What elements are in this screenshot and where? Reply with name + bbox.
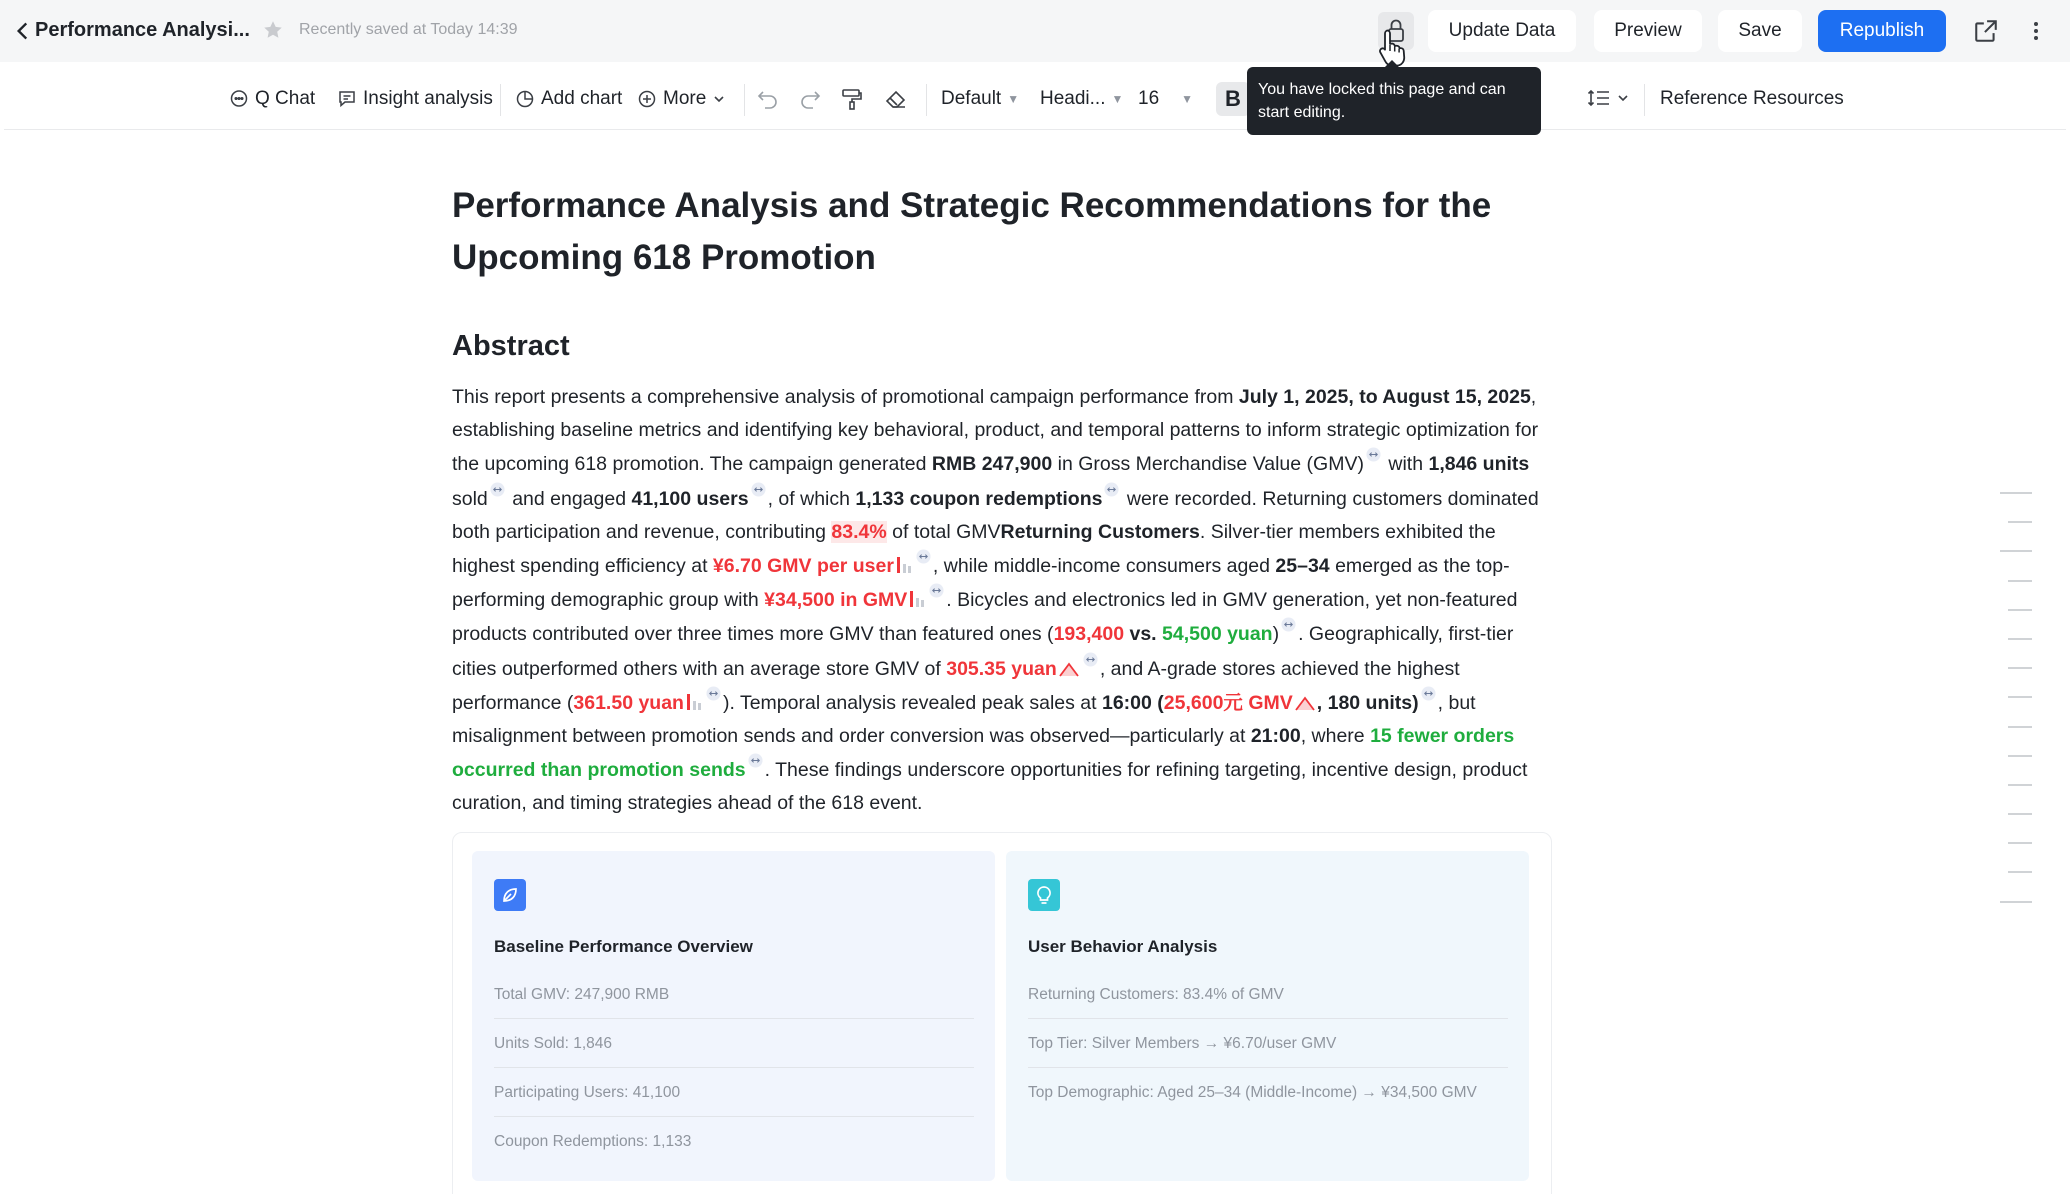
abstract-bold: July 1, 2025, to August 15, 2025: [1238, 386, 1531, 408]
source-link-icon[interactable]: [929, 583, 944, 598]
abstract-text: , while middle-income consumers aged: [932, 555, 1276, 578]
more-button[interactable]: [637, 88, 726, 110]
outline-mark[interactable]: [2008, 755, 2032, 757]
outline-mark[interactable]: [2008, 696, 2032, 698]
outline-mark[interactable]: [2008, 784, 2032, 786]
toolbar-divider: [926, 84, 927, 116]
outline-mark[interactable]: [2008, 609, 2032, 611]
font-size-value: 16: [1138, 88, 1160, 109]
undo-icon: [756, 88, 780, 110]
outline-mark[interactable]: [2008, 580, 2032, 582]
source-link-icon[interactable]: [706, 686, 721, 701]
source-link-icon[interactable]: [916, 549, 931, 564]
back-chevron-icon[interactable]: [10, 18, 36, 44]
abstract-text: , of which: [767, 487, 856, 510]
card-row: Top Tier: Silver Members → ¥6.70/user GMV: [1028, 1019, 1508, 1068]
highlight-metric: 361.50 yuan: [573, 691, 684, 714]
outline-mark[interactable]: [2008, 813, 2032, 815]
abstract-text: ): [1272, 623, 1280, 646]
abstract-bold: 1,846 units: [1428, 453, 1530, 476]
save-button[interactable]: Save: [1718, 10, 1802, 52]
abstract-text: . Silver-tier members exhibited the highest spending efficiency at: [452, 520, 1496, 578]
card-row: Total GMV: 247,900 RMB: [494, 970, 974, 1019]
user-behavior-card[interactable]: [1006, 851, 1529, 1181]
highlight-metric: 193,400: [1053, 623, 1125, 646]
plus-circle-icon: [637, 89, 657, 109]
outline-mark[interactable]: [2008, 726, 2032, 728]
outline-mark[interactable]: [2008, 667, 2032, 669]
redo-icon: [798, 88, 822, 110]
mini-bar-chart-icon: [896, 556, 912, 574]
abstract-text: . Geographically, first-tier cities outperformed others with an average store GMV of: [452, 623, 1514, 680]
toolbar-divider: [1644, 84, 1645, 116]
card-row: Units Sold: 1,846: [494, 1019, 974, 1068]
source-link-icon[interactable]: [1366, 447, 1381, 462]
preview-button[interactable]: Preview: [1594, 10, 1702, 52]
mini-trend-up-icon: [1295, 695, 1315, 711]
highlight-metric: 305.35 yuan: [946, 657, 1057, 680]
top-bar: [0, 0, 2070, 62]
abstract-bold: 21:00: [1250, 725, 1301, 748]
highlight-metric: ¥34,500 in GMV: [764, 589, 908, 612]
card-rows: [1028, 970, 1508, 1117]
more-label: More: [663, 88, 707, 109]
clear-format-button[interactable]: [884, 88, 908, 110]
outline-mark[interactable]: [2000, 550, 2032, 552]
star-icon[interactable]: [262, 19, 284, 41]
lightbulb-icon: [1028, 879, 1060, 911]
style-select[interactable]: [941, 88, 1019, 110]
outline-mark[interactable]: [2008, 638, 2032, 640]
abstract-bold: , 180 units): [1316, 691, 1419, 714]
card-title: Baseline Performance Overview: [494, 937, 753, 956]
abstract-text: . Bicycles and electronics led in GMV generation, yet non-featured products contributed over three times more GMV than featured ones (: [452, 589, 1518, 646]
insight-analysis-label: Insight analysis: [363, 88, 493, 109]
font-size-select[interactable]: [1138, 88, 1193, 110]
abstract-text: sold: [452, 487, 488, 510]
card-rows: [494, 970, 974, 1166]
toolbar-divider: [744, 84, 745, 116]
outline-mark[interactable]: [2008, 871, 2032, 873]
abstract-text: ). Temporal analysis revealed peak sales at: [722, 691, 1102, 714]
abstract-bold: RMB 247,900: [931, 453, 1053, 476]
highlight-metric: ¥6.70 GMV per user: [712, 555, 894, 578]
source-link-icon[interactable]: [748, 753, 763, 768]
abstract-bold: 41,100 users: [631, 487, 749, 510]
q-chat-label: Q Chat: [255, 88, 316, 109]
mini-bar-chart-icon: [909, 590, 925, 608]
source-link-icon[interactable]: [1083, 652, 1098, 667]
bold-button[interactable]: B: [1216, 82, 1250, 116]
abstract-heading[interactable]: Abstract: [452, 330, 570, 362]
abstract-text: This report presents a comprehensive analysis of promotional campaign performance from: [452, 386, 1239, 408]
abstract-bold: vs.: [1124, 623, 1163, 646]
abstract-text: , establishing baseline metrics and identifying key behavioral, product, and temporal patterns to inform strategic optimization for the upcoming 618 promotion. The campaign generated: [452, 386, 1539, 476]
card-row: Top Demographic: Aged 25–34 (Middle-Income) → ¥34,500 GMV: [1028, 1084, 1477, 1101]
source-link-icon[interactable]: [1421, 686, 1436, 701]
reference-resources-button[interactable]: Reference Resources: [1660, 88, 1844, 109]
chat-icon: [229, 89, 249, 109]
baseline-performance-card[interactable]: [472, 851, 995, 1181]
mini-trend-up-icon: [1059, 661, 1079, 677]
abstract-text: of total GMV: [886, 520, 1001, 543]
abstract-text: were recorded. Returning customers dominated both participation and revenue, contributing: [452, 487, 1539, 543]
add-chart-button[interactable]: [515, 88, 622, 110]
abstract-bold: 16:00 (: [1101, 691, 1164, 714]
card-row: Returning Customers: 83.4% of GMV: [1028, 970, 1508, 1019]
republish-button[interactable]: Republish: [1818, 10, 1946, 52]
document-outline-scrollbar[interactable]: [2000, 492, 2032, 930]
source-link-icon[interactable]: [751, 482, 766, 497]
eraser-icon: [884, 88, 908, 110]
abstract-text: and engaged: [506, 487, 632, 510]
lock-tooltip: You have locked this page and can start editing.: [1247, 67, 1541, 135]
document-title[interactable]: Performance Analysi...: [35, 19, 250, 41]
insight-analysis-button[interactable]: [337, 88, 493, 110]
chevron-down-icon: [1617, 92, 1629, 104]
document-heading[interactable]: Performance Analysis and Strategic Recommendations for the Upcoming 618 Promotion: [452, 186, 1492, 277]
heading-select[interactable]: [1040, 88, 1123, 110]
card-row: Coupon Redemptions: 1,133: [494, 1133, 692, 1150]
source-link-icon[interactable]: [1104, 482, 1119, 497]
chevron-down-icon: ▼: [1111, 92, 1124, 106]
abstract-text: , where: [1300, 725, 1371, 748]
line-spacing-icon: [1587, 88, 1611, 108]
format-painter-button[interactable]: [840, 88, 864, 110]
toolbar-divider: [500, 84, 501, 116]
abstract-text: with: [1382, 453, 1429, 476]
format-painter-icon: [840, 88, 864, 110]
pie-chart-icon: [515, 89, 535, 109]
abstract-bold: Returning Customers: [1000, 520, 1200, 543]
q-chat-button[interactable]: [229, 88, 315, 110]
abstract-paragraph[interactable]: [452, 381, 1552, 821]
source-link-icon[interactable]: [490, 482, 505, 497]
abstract-text: , but misalignment between promotion sends and order conversion was observed—particularly at: [452, 691, 1476, 748]
chevron-down-icon: ▼: [1181, 92, 1194, 106]
document-body: [452, 180, 1552, 821]
highlight-metric-green: 54,500 yuan: [1162, 623, 1273, 646]
card-row: Participating Users: 41,100: [494, 1068, 974, 1117]
highlight-metric: 25,600元 GMV: [1163, 691, 1293, 714]
highlight-metric-green: 15 fewer orders occurred than promotion sends: [452, 725, 1515, 782]
outline-mark[interactable]: [2008, 521, 2032, 523]
outline-mark[interactable]: [2008, 842, 2032, 844]
heading-select-value: Headi...: [1040, 88, 1106, 109]
abstract-text: , and A-grade stores achieved the highest performance (: [452, 657, 1460, 714]
abstract-text: in Gross Merchandise Value (GMV): [1052, 453, 1364, 476]
highlight-metric: 83.4%: [831, 520, 887, 543]
abstract-bold: 25–34: [1275, 555, 1330, 578]
outline-mark[interactable]: [2000, 901, 2032, 903]
open-external-icon[interactable]: [1973, 18, 1999, 44]
saved-status: Recently saved at Today 14:39: [299, 21, 518, 38]
card-title: User Behavior Analysis: [1028, 937, 1218, 956]
line-spacing-select[interactable]: [1587, 88, 1629, 108]
abstract-text: . These findings underscore opportunities for refining targeting, incentive design, product curation, and timing strategies ahead of the 618 event.: [452, 759, 1528, 815]
leaf-icon: [494, 879, 526, 911]
summary-cards: [452, 832, 1552, 1194]
style-select-value: Default: [941, 88, 1002, 109]
source-link-icon[interactable]: [1281, 617, 1296, 632]
editor-toolbar: [4, 68, 2066, 130]
undo-button[interactable]: [756, 88, 780, 110]
chevron-down-icon: [712, 92, 726, 106]
insight-icon: [337, 89, 357, 109]
mini-bar-chart-icon: [686, 693, 702, 711]
chevron-down-icon: ▼: [1007, 92, 1020, 106]
redo-button[interactable]: [798, 88, 822, 110]
abstract-bold: 1,133 coupon redemptions: [855, 487, 1103, 510]
more-options-icon[interactable]: [2028, 19, 2044, 43]
outline-mark[interactable]: [2000, 492, 2032, 494]
add-chart-label: Add chart: [541, 88, 623, 109]
abstract-text: emerged as the top-performing demographic group with: [452, 555, 1510, 612]
update-data-button[interactable]: Update Data: [1428, 10, 1576, 52]
